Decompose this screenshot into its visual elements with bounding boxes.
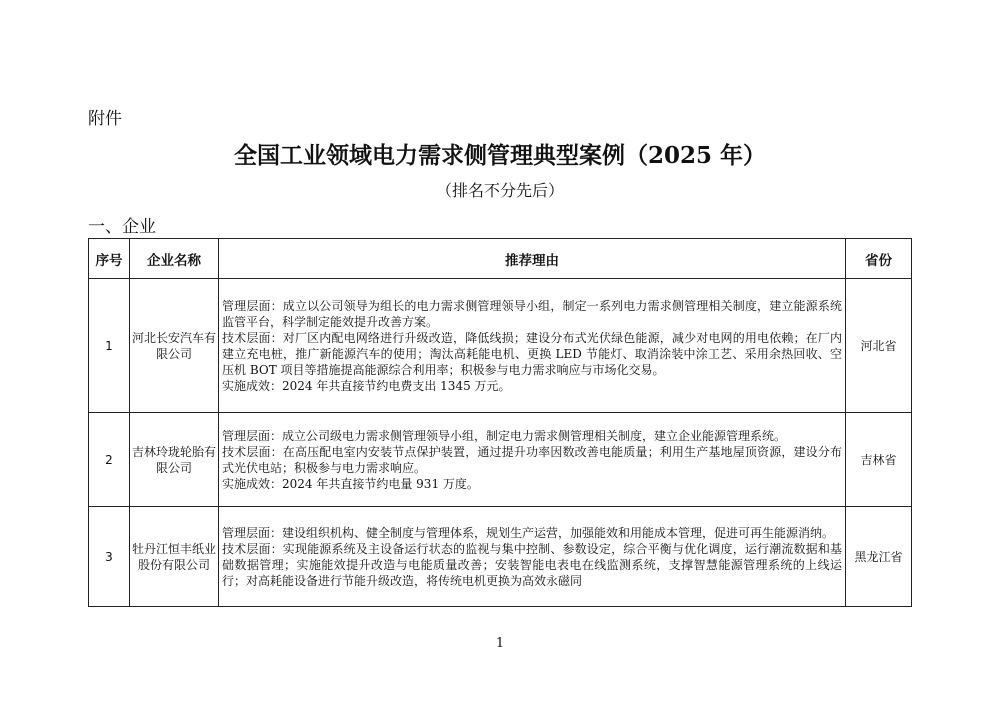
province: 河北省 (846, 279, 912, 413)
row-number: 3 (89, 507, 130, 607)
technical-reason: 技术层面：对厂区内配电网络进行升级改造，降低线损；建设分布式光伏绿色能源，减少对电网的用电依赖；在厂内建立充电桩，推广新能源汽车的使用；淘汰高耗能电机、更换 LED 节能灯、取消涂装中涂工艺、采用余热回收、空压机 BOT 项目等措施提高能源综合利用率；积极参与电力需求响应与市场化交易。 (222, 330, 842, 377)
management-reason: 管理层面：成立以公司领导为组长的电力需求侧管理领导小组，制定一系列电力需求侧管理相关制度，建立能源系统监管平台，科学制定能效提升改善方案。 (222, 298, 842, 329)
company-name: 牡丹江恒丰纸业股份有限公司 (130, 507, 219, 607)
technical-reason: 技术层面：实现能源系统及主设备运行状态的监视与集中控制、参数设定，综合平衡与优化调度，运行潮流数据和基础数据管理；实施能效提升改造与电能质量改善；安装智能电表电在线监测系统，支撑智慧能源管理系统的上线运行；对高耗能设备进行节能升级改造，将传统电机更换为高效永磁同 (222, 541, 842, 588)
document-subtitle: （排名不分先后） (435, 181, 564, 200)
header-no: 序号 (89, 239, 130, 279)
document-title: 全国工业领域电力需求侧管理典型案例（2025 年） (233, 142, 767, 169)
table-row (89, 507, 912, 607)
company-name: 河北长安汽车有限公司 (130, 279, 219, 413)
recommendation-reason (219, 279, 846, 413)
result-reason: 实施成效：2024 年共直接节约电量 931 万度。 (222, 476, 479, 491)
table-row (89, 279, 912, 413)
management-reason: 管理层面：建设组织机构、健全制度与管理体系，规划生产运营，加强能效和用能成本管理，促进可再生能源消纳。 (222, 525, 835, 540)
table-row (89, 413, 912, 507)
attachment-label: 附件 (88, 109, 122, 129)
company-name: 吉林玲珑轮胎有限公司 (130, 413, 219, 507)
recommendation-reason (219, 507, 846, 607)
page-number: 1 (495, 636, 505, 651)
section-heading: 一、企业 (88, 217, 156, 237)
row-number: 1 (89, 279, 130, 413)
province: 吉林省 (846, 413, 912, 507)
province: 黑龙江省 (846, 507, 912, 607)
header-company: 企业名称 (130, 239, 219, 279)
technical-reason: 技术层面：在高压配电室内安装节点保护装置，通过提升功率因数改善电能质量；利用生产基地屋顶资源，建设分布式光伏电站；积极参与电力需求响应。 (222, 444, 842, 475)
table-header-row (89, 239, 912, 279)
header-province: 省份 (846, 239, 912, 279)
header-reason: 推荐理由 (219, 239, 846, 279)
recommendation-reason (219, 413, 846, 507)
result-reason: 实施成效：2024 年共直接节约电费支出 1345 万元。 (222, 378, 511, 393)
management-reason: 管理层面：成立公司级电力需求侧管理领导小组，制定电力需求侧管理相关制度，建立企业能源管理系统。 (222, 428, 787, 443)
case-table (88, 238, 912, 607)
row-number: 2 (89, 413, 130, 507)
